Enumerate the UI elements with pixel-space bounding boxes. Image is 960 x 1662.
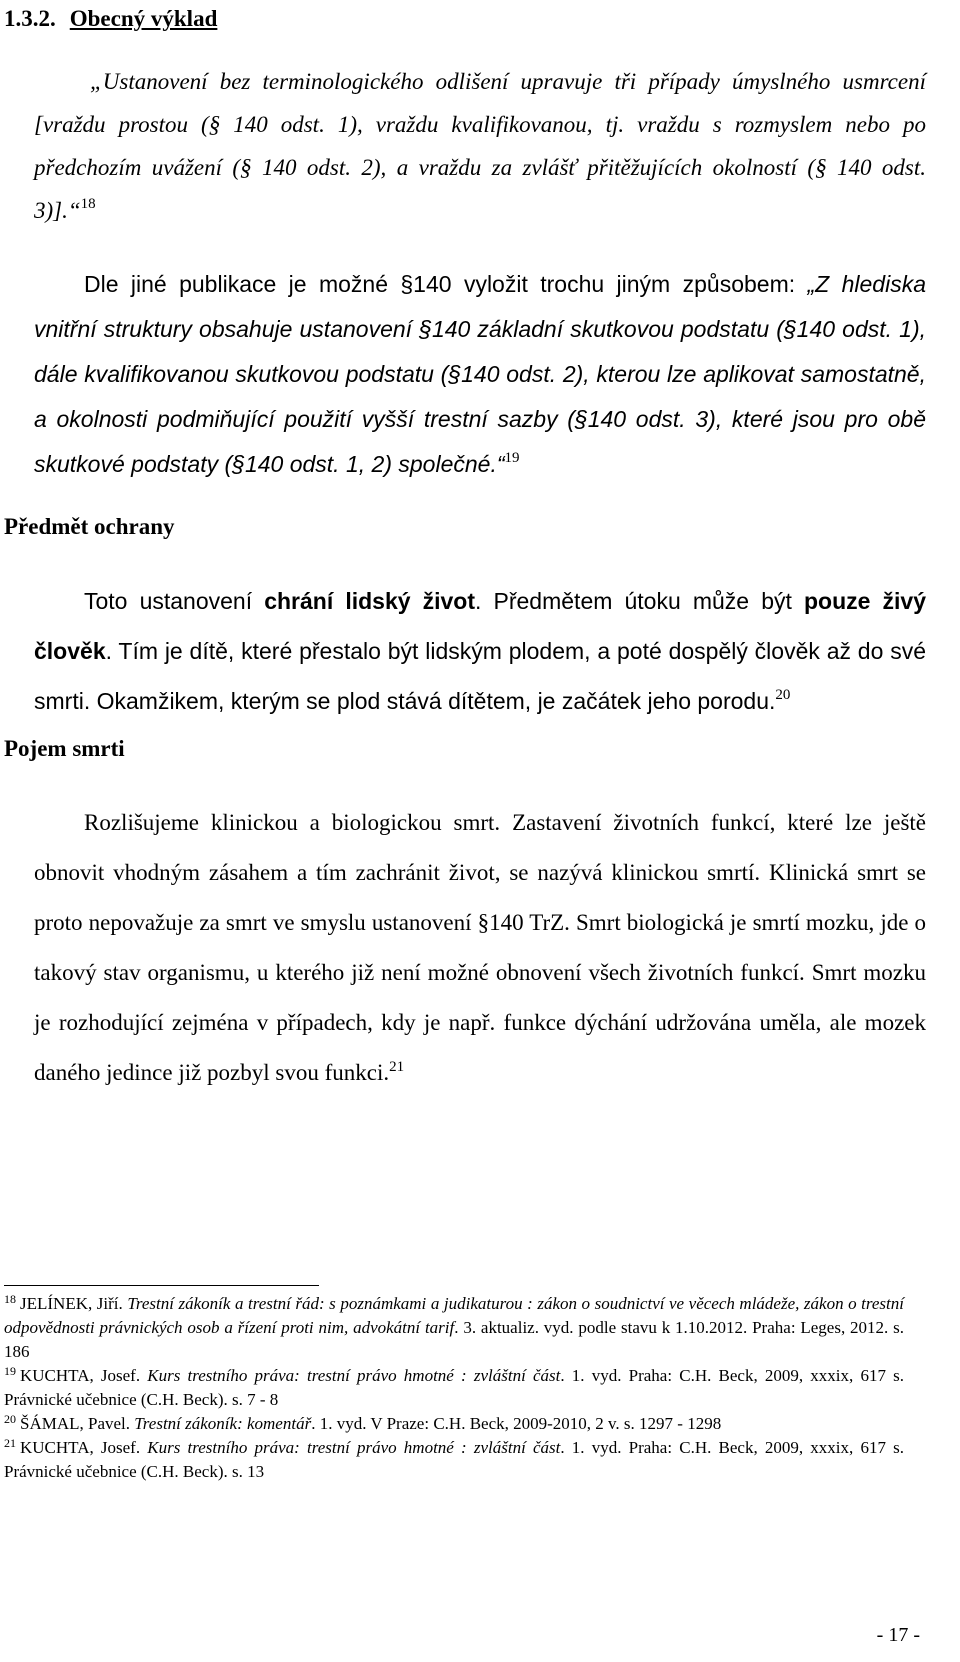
paragraph-text: Rozlišujeme klinickou a biologickou smrt. Zastavení životních funkcí, které lze ještě obnovit vhodným zásahem a tím zachránit život, se nazývá klinickou smrtí. Klinická smrt se proto nepovažuje za smrt ve smyslu ustanovení §140 TrZ. Smrt biologická je smrtí mozku, jde o takový stav organismu, u kterého již není možné obnovení všech životních funkcí. Smrt mozku je rozhodující zejména v případech, kdy je např. funkce dýchání udržována uměla, ale mozek daného jedince již pozbyl svou funkci. bbox=[34, 810, 926, 1085]
paragraph-protection bbox=[34, 576, 926, 726]
section-heading bbox=[4, 6, 217, 32]
footnote-title: Trestní zákoník: komentář bbox=[134, 1414, 312, 1433]
footnote-number: 21 bbox=[4, 1436, 16, 1450]
bold-run: pouze živý člověk bbox=[34, 588, 926, 664]
text-run: . Tím je dítě, které přestalo být lidským plodem, a poté dospělý člověk až do své smrti. Okamžikem, kterým se plod stává dítětem, je začátek jeho porodu. bbox=[34, 638, 926, 714]
footnote-19 bbox=[4, 1364, 904, 1412]
footnote-number: 19 bbox=[4, 1364, 16, 1378]
footnote-20 bbox=[4, 1412, 904, 1436]
paragraph-death bbox=[34, 798, 926, 1098]
section-number: 1.3.2. bbox=[4, 6, 56, 31]
footnote-separator bbox=[4, 1285, 319, 1286]
footnote-ref-18[interactable]: 18 bbox=[80, 196, 96, 212]
footnote-21 bbox=[4, 1436, 904, 1484]
footnote-details: . 3. aktualiz. vyd. podle stavu k 1.10.2012. Praha: Leges, 2012. s. 186 bbox=[4, 1318, 904, 1361]
footnote-author: KUCHTA, Josef. bbox=[20, 1438, 148, 1457]
paragraph-quote: „Z hlediska vnitřní struktury obsahuje ustanovení §140 základní skutkovou podstatu (§140 odst. 1), dále kvalifikovanou skutkovou podstatu (§140 odst. 2), kterou lze aplikovat samostatně, a okolnosti podmiňující použití vyšší trestní sazby (§140 odst. 3), které jsou pro obě skutkové podstaty (§140 odst. 1, 2) společné.“ bbox=[34, 271, 927, 477]
footnote-number: 20 bbox=[4, 1412, 16, 1426]
footnote-title: Kurs trestního práva: trestní právo hmotné : zvláštní část bbox=[147, 1366, 561, 1385]
subheading-death: Pojem smrti bbox=[4, 736, 125, 761]
footnote-details: . 1. vyd. Praha: C.H. Beck, 2009, xxxix, 617 s. Právnické učebnice (C.H. Beck). s. 13 bbox=[4, 1438, 904, 1481]
footnote-author: KUCHTA, Josef. bbox=[20, 1366, 148, 1385]
subheading-protection: Předmět ochrany bbox=[4, 514, 175, 539]
paragraph-structure bbox=[34, 262, 926, 487]
text-run: . Předmětem útoku může být bbox=[475, 588, 804, 614]
footnotes bbox=[4, 1292, 904, 1484]
footnote-18 bbox=[4, 1292, 904, 1364]
footnote-title: Trestní zákoník a trestní řád: s poznámkami a judikaturou : zákon o soudnictví ve věcech mládeže, zákon o trestní odpovědnosti právnických osob a řízení proti nim, advokátní tarif bbox=[4, 1294, 904, 1337]
paragraph-lead: Dle jiné publikace je možné §140 vyložit trochu jiným způsobem: bbox=[84, 271, 808, 297]
footnote-number: 18 bbox=[4, 1292, 16, 1306]
footnote-ref-21[interactable]: 21 bbox=[389, 1059, 405, 1075]
footnote-title: Kurs trestního práva: trestní právo hmotné : zvláštní část bbox=[147, 1438, 561, 1457]
footnote-details: . 1. vyd. V Praze: C.H. Beck, 2009-2010, 2 v. s. 1297 - 1298 bbox=[311, 1414, 722, 1433]
quote-text: „Ustanovení bez terminologického odlišení upravuje tři případy úmyslného usmrcení [vraždu prostou (§ 140 odst. 1), vraždu kvalifikovanou, tj. vraždu s rozmyslem nebo po předchozím uvážení (§ 140 odst. 2), a vraždu za zvlášť přitěžujících okolností (§ 140 odst. 3)].“ bbox=[34, 69, 926, 223]
footnote-author: ŠÁMAL, Pavel. bbox=[20, 1414, 135, 1433]
bold-run: chrání lidský život bbox=[264, 588, 476, 614]
quote-paragraph bbox=[34, 60, 926, 232]
page-number: - 17 - bbox=[876, 1624, 920, 1646]
footnote-ref-20[interactable]: 20 bbox=[775, 687, 791, 703]
section-title: Obecný výklad bbox=[69, 6, 218, 31]
footnote-details: . 1. vyd. Praha: C.H. Beck, 2009, xxxix, 617 s. Právnické učebnice (C.H. Beck). s. 7 - 8 bbox=[4, 1366, 904, 1409]
text-run: Toto ustanovení bbox=[84, 588, 265, 614]
footnote-ref-19[interactable]: 19 bbox=[504, 450, 520, 466]
footnote-author: JELÍNEK, Jiří. bbox=[20, 1294, 128, 1313]
